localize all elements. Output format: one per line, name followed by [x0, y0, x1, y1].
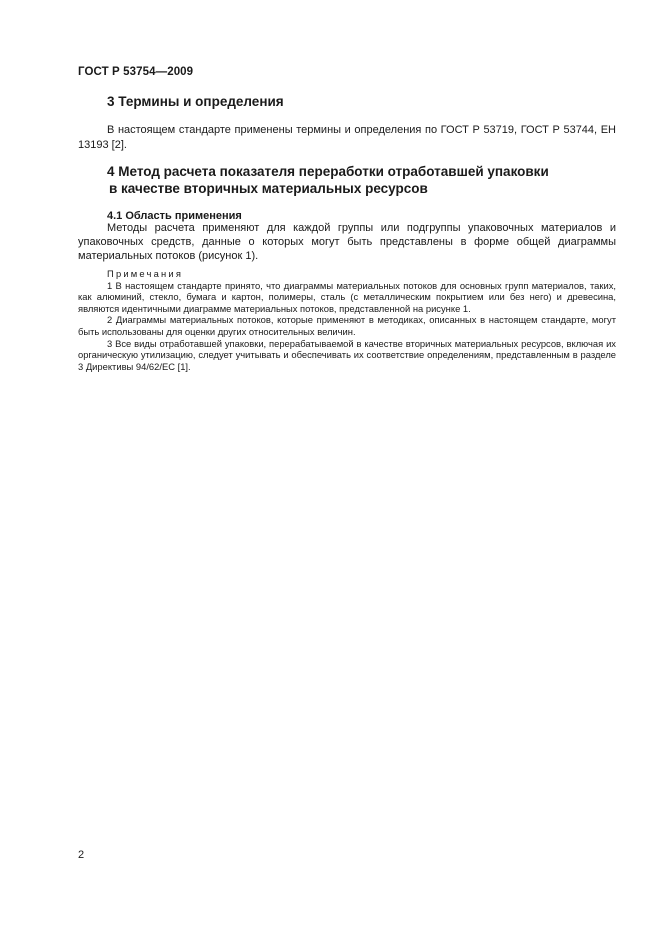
note-item: 3 Все виды отработавшей упаковки, перерабатываемой в качестве вторичных материальных ресурсов, включая их органическую утилизацию, следует учитывать и обеспечивать их соответствие определениям, представленным в разделе 3 Директивы 94/62/ЕС [1].: [78, 337, 616, 372]
notes-block: [78, 268, 616, 372]
document-header-id: ГОСТ Р 53754—2009: [78, 66, 194, 78]
section-4-1-paragraph: [78, 221, 616, 264]
section-4-heading-line-1: 4 Метод расчета показателя переработки отработавшей упаковки: [107, 164, 549, 179]
section-3-heading: 3 Термины и определения: [107, 94, 284, 109]
page-number: 2: [78, 849, 85, 861]
section-4-heading: [107, 163, 607, 197]
section-3-paragraph: [78, 123, 616, 153]
section-4-1-paragraph-text: Методы расчета применяют для каждой группы или подгруппы упаковочных материалов и упаковочных средств, данные о которых могут быть представлены в форме общей диаграммы материальных потоков (рисунок 1).: [78, 222, 616, 263]
section-4-heading-line-2: в качестве вторичных материальных ресурсов: [109, 181, 428, 196]
note-item: 1 В настоящем стандарте принято, что диаграммы материальных потоков для основных групп материалов, таких, как алюминий, стекло, бумага и картон, полимеры, сталь (с металлическим покрытием или без него) и древесина, являются идентичными диаграмме материальных потоков, представленной на рисунке 1.: [78, 279, 616, 314]
note-item: 2 Диаграммы материальных потоков, которые применяют в методиках, описанных в настоящем стандарте, могут быть использованы для оценки других относительных величин.: [78, 314, 616, 337]
notes-title: Примечания: [107, 268, 184, 279]
section-3-paragraph-text: В настоящем стандарте применены термины и определения по ГОСТ Р 53719, ГОСТ Р 53744, ЕН 13193 [2].: [78, 124, 616, 151]
section-4-1-heading: 4.1 Область применения: [107, 210, 242, 222]
